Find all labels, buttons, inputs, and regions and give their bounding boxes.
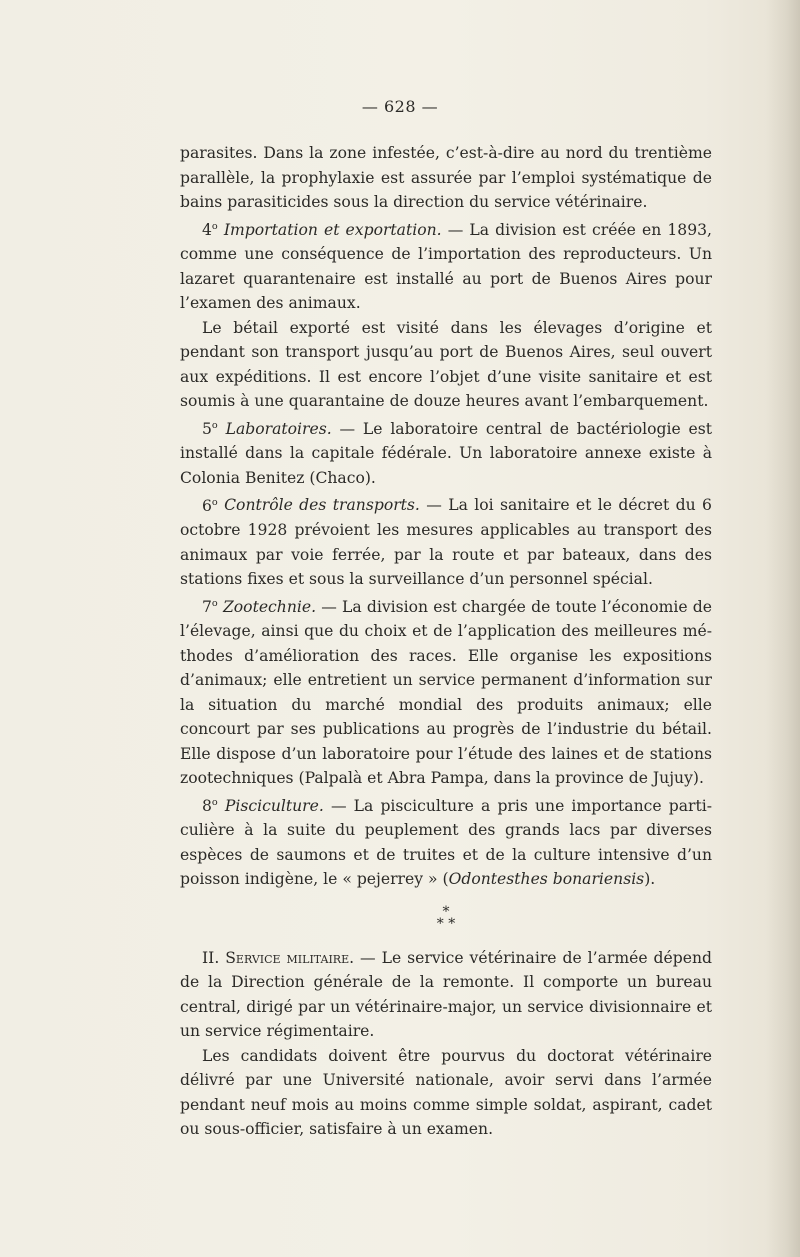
ordinal-suffix: o <box>211 597 218 609</box>
item-number: 4$^o$ <box>202 220 218 239</box>
section-title: Service militaire. <box>225 948 355 967</box>
ordinal-suffix: o <box>211 419 218 431</box>
item-title: Contrôle des transports. <box>224 496 420 515</box>
latin-name: Odontesthes bonariensis <box>448 870 645 889</box>
item-text: — La division est créée en 1893, comme une conséquence de l’importation des reproducteurs. Un lazaret quarantenaire est installé au port de Buenos Aires pour l’examen des animaux. <box>180 220 713 313</box>
item-title: Pisciculture. <box>224 796 324 815</box>
ordinal-suffix: o <box>211 220 218 232</box>
item-text: — La loi sanitaire et le décret du 6 octobre 1928 prévoient les mesures applicables au transport des animaux par voie ferrée, par la route et par bateaux, dans des stations fixes et sous la surveillance d’un personnel spécial. <box>180 496 712 589</box>
paragraph-transports <box>180 490 712 591</box>
item-text: — La division est chargée de toute l’économie de l’élevage, ainsi que du choix et de l’application des meilleures méthodes d’amélioration des races. Elle organise les expositions d’animaux; elle entretient un service permanent d’information sur la situation du marché mondial des produits animaux; elle concourt par ses publications au progrès de l’industrie du bétail. Elle dispose d’un laboratoire pour l’étude des laines et de stations zootechniques (Palpalà et Abra Pampa, dans la province de Jujuy). <box>180 597 712 788</box>
section-text: — Le service vétérinaire de l’armée dépend de la Direction générale de la remonte. Il comporte un bureau central, dirigé par un vétérinaire-major, un service divisionnaire et un service régimentaire. <box>180 948 712 1041</box>
item-text: — La pisciculture a pris une importance particulière à la suite du peuplement des grands lacs par diverses espèces de saumons et de truites et de la culture intensive d’un poisson indigène, le « pejerrey » ( <box>180 796 712 889</box>
paragraph-zootechnie <box>180 592 712 791</box>
paragraph-laboratoires <box>180 414 712 491</box>
page-edge-shadow <box>766 0 800 1257</box>
body-text <box>180 141 712 1142</box>
paragraph-candidats: Les candidats doivent être pourvus du doctorat vétérinaire délivré par une Université nationale, avoir servi dans l’armée pendant neuf mois au moins comme simple soldat, aspirant, cadet ou sous-officier, satisfaire à un examen. <box>180 1046 712 1139</box>
item-text: — Le laboratoire central de bactériologie est installé dans la capitale fédérale. Un laboratoire annexe existe à Colonia Benitez (Chaco). <box>180 419 712 487</box>
section-number: II. <box>202 948 226 967</box>
item-number: 6$^o$ <box>202 496 218 515</box>
item-number: 7$^o$ <box>202 597 218 616</box>
item-number: 8$^o$ <box>202 796 218 815</box>
ordinal-suffix: o <box>211 496 218 508</box>
ordinal-suffix: o <box>211 796 218 808</box>
paragraph-parasites: parasites. Dans la zone infestée, c’est-à-dire au nord du trentième parallèle, la prophylaxie est assurée par l’emploi systématique de bains parasiticides sous la direction du service vétérinaire. <box>180 144 712 211</box>
item-title: Laboratoires. <box>225 419 332 438</box>
page-number: — 628 — <box>361 97 439 116</box>
paragraph-pisciculture <box>180 791 712 892</box>
asterism-top: * <box>442 903 450 920</box>
item-number: 5$^o$ <box>202 419 218 438</box>
paragraph-service-militaire <box>180 946 712 1044</box>
item-title: Importation et exportation. <box>223 220 442 239</box>
asterism-bottom: * * <box>436 915 456 932</box>
section-separator-asterism <box>180 903 712 932</box>
item-title: Zootechnie. <box>222 597 317 616</box>
paragraph-importation <box>180 215 712 316</box>
paragraph-export: Le bétail exporté est visité dans les élevages d’origine et pendant son transport jusqu’au port de Buenos Aires, seul ouvert aux expéditions. Il est encore l’objet d’une visite sanitaire et est soumis à une quarantaine de douze heures avant l’embarquement. <box>180 318 712 411</box>
item-text-end: ). <box>644 870 656 889</box>
